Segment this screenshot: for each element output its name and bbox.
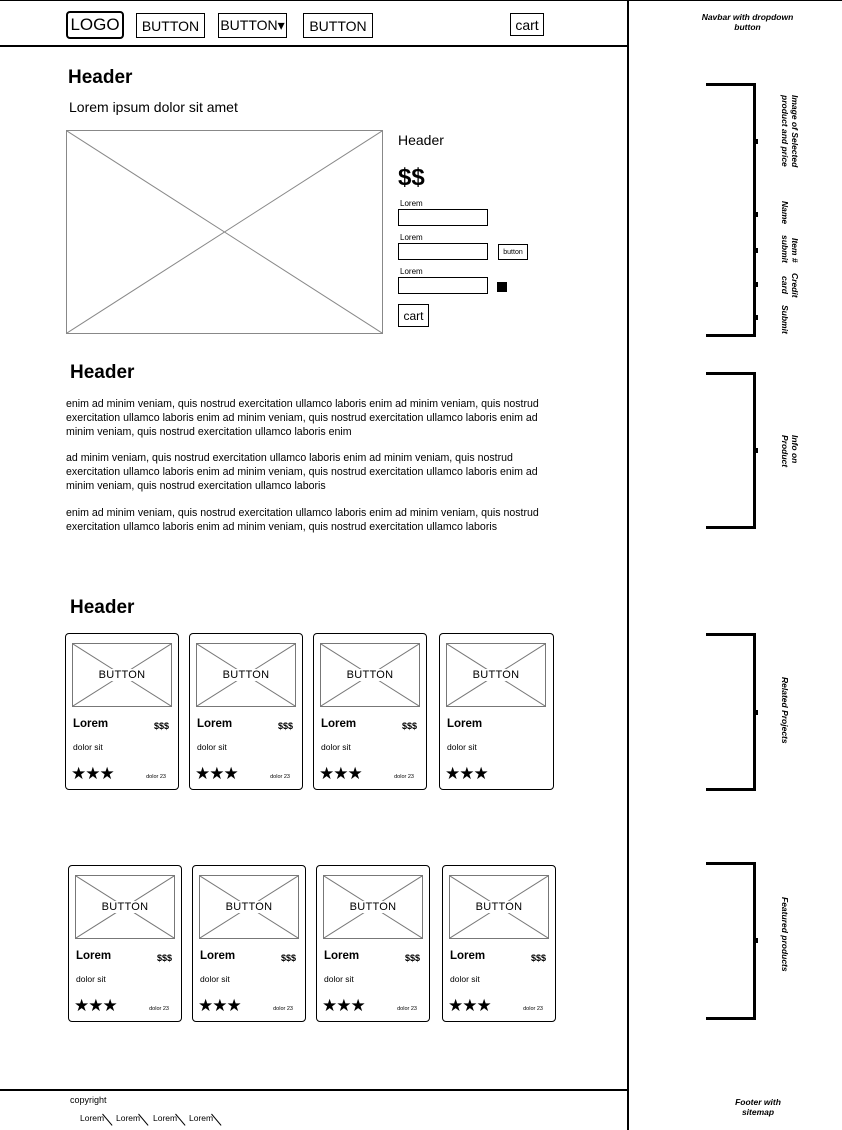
footer-link[interactable]: Lorem	[153, 1113, 178, 1123]
card-button-label	[324, 876, 422, 938]
info-paragraph-2: ad minim veniam, quis nostrud exercitation ullamco laboris enim ad minim veniam, quis nostrud exercitation ullamco laboris enim ad minim veniam, quis nostrud exercitation ullamco laboris enim ad minim veniam, quis nostrud exercitation ullamco laboris	[66, 452, 538, 492]
logo[interactable]: LOGO	[66, 11, 124, 39]
product-image-placeholder	[66, 130, 383, 334]
product-card[interactable]	[439, 633, 554, 790]
card-meta: dolor 23	[273, 1006, 293, 1012]
product-card[interactable]	[65, 633, 179, 790]
card-image-placeholder[interactable]	[72, 643, 172, 707]
card-description: dolor sit	[76, 974, 106, 984]
annotation-featured: Featured products	[780, 897, 790, 972]
footer-link[interactable]: Lorem	[116, 1113, 141, 1123]
nav-button-3[interactable]: BUTTON	[303, 13, 373, 38]
tick-info	[753, 448, 758, 453]
card-image-placeholder[interactable]	[449, 875, 549, 939]
card-title: Lorem	[321, 718, 357, 730]
submit-cart-button[interactable]: cart	[398, 304, 429, 327]
card-button-text: BUTTON	[101, 901, 149, 913]
card-meta: dolor 23	[149, 1006, 169, 1012]
name-field[interactable]	[398, 209, 488, 226]
field-label-item: Lorem	[400, 233, 423, 242]
star-rating-icon: ★★★	[448, 996, 491, 1015]
nav-button-1[interactable]: BUTTON	[136, 13, 205, 38]
footer-top-line	[0, 1089, 628, 1091]
card-button-text: BUTTON	[98, 669, 146, 681]
tick-image	[753, 139, 758, 144]
cart-button[interactable]: cart	[510, 13, 544, 36]
nav-dropdown-button[interactable]: BUTTON▾	[218, 13, 287, 38]
card-button-label	[321, 644, 419, 706]
card-price: $$$	[280, 953, 296, 963]
copyright: copyright	[70, 1095, 107, 1105]
card-title: Lorem	[76, 950, 112, 962]
card-title: Lorem	[197, 718, 233, 730]
card-button-text: BUTTON	[349, 901, 397, 913]
card-checkbox[interactable]	[497, 282, 507, 292]
top-border	[0, 0, 842, 1]
card-button-label	[447, 644, 545, 706]
annotation-name: Name	[780, 201, 790, 225]
star-rating-icon: ★★★	[71, 764, 114, 783]
card-meta: dolor 23	[270, 774, 290, 780]
field-label-name: Lorem	[400, 199, 423, 208]
card-price: $$$	[153, 721, 169, 731]
card-button-label	[76, 876, 174, 938]
annotation-image-text: Image of Selected product and price	[780, 95, 800, 168]
annotation-item: Item #	[790, 238, 800, 263]
bracket-info	[706, 372, 756, 529]
product-card[interactable]	[192, 865, 306, 1022]
tick-featured	[753, 938, 758, 943]
card-meta: dolor 23	[397, 1006, 417, 1012]
tick-name	[753, 212, 758, 217]
card-price: $$$	[404, 953, 420, 963]
card-button-label	[73, 644, 171, 706]
star-rating-icon: ★★★	[198, 996, 241, 1015]
annotation-submit: Submit	[780, 305, 790, 334]
card-image-placeholder[interactable]	[199, 875, 299, 939]
card-button-text: BUTTON	[472, 669, 520, 681]
card-button-label	[197, 644, 295, 706]
footer-link[interactable]: Lorem	[189, 1113, 214, 1123]
annotation-item-submit: submit	[780, 235, 790, 263]
card-image-placeholder[interactable]	[320, 643, 420, 707]
product-card[interactable]	[313, 633, 427, 790]
card-price: $$$	[530, 953, 546, 963]
card-description: dolor sit	[197, 742, 227, 752]
product-card[interactable]	[189, 633, 303, 790]
annotation-card: card	[780, 276, 790, 294]
card-button-label	[200, 876, 298, 938]
annotation-credit: Credit	[790, 273, 800, 298]
tick-submit	[753, 315, 758, 320]
hero-header: Header	[68, 67, 133, 88]
card-price: $$$	[401, 721, 417, 731]
bracket-featured	[706, 862, 756, 1020]
card-button-text: BUTTON	[346, 669, 394, 681]
card-title: Lorem	[447, 718, 483, 730]
card-title: Lorem	[450, 950, 486, 962]
item-submit-button[interactable]: button	[498, 244, 528, 260]
bracket-related	[706, 633, 756, 791]
item-number-field[interactable]	[398, 243, 488, 260]
divider-vertical	[627, 0, 629, 1130]
info-paragraph-3: enim ad minim veniam, quis nostrud exercitation ullamco laboris enim ad minim veniam, quis nostrud exercitation ullamco laboris enim ad minim veniam, quis nostrud exercitation ullamco laboris	[66, 507, 539, 533]
card-button-text: BUTTON	[222, 669, 270, 681]
annotation-info-text: Info on Product	[780, 435, 800, 468]
annotation-info	[780, 435, 800, 471]
product-card[interactable]	[316, 865, 430, 1022]
info-paragraph-1: enim ad minim veniam, quis nostrud exercitation ullamco laboris enim ad minim veniam, quis nostrud exercitation ullamco laboris enim ad minim veniam, quis nostrud exercitation ullamco laboris enim ad minim veniam, quis nostrud exercitation ullamco laboris enim	[66, 398, 539, 438]
navbar-bottom-line	[0, 45, 628, 47]
card-description: dolor sit	[447, 742, 477, 752]
star-rating-icon: ★★★	[319, 764, 362, 783]
credit-card-field[interactable]	[398, 277, 488, 294]
annotation-related: Related Projects	[780, 677, 790, 744]
related-header: Header	[70, 597, 135, 618]
card-title: Lorem	[324, 950, 360, 962]
card-image-placeholder[interactable]	[196, 643, 296, 707]
card-price: $$$	[156, 953, 172, 963]
card-meta: dolor 23	[146, 774, 166, 780]
card-meta: dolor 23	[523, 1006, 543, 1012]
tick-related	[753, 710, 758, 715]
field-label-credit: Lorem	[400, 267, 423, 276]
star-rating-icon: ★★★	[74, 996, 117, 1015]
annotation-navbar: Navbar with dropdown button	[701, 12, 794, 32]
card-description: dolor sit	[200, 974, 230, 984]
card-meta: dolor 23	[394, 774, 414, 780]
card-button-text: BUTTON	[225, 901, 273, 913]
card-description: dolor sit	[324, 974, 354, 984]
product-header: Header	[398, 132, 444, 148]
card-price: $$$	[277, 721, 293, 731]
card-image-placeholder[interactable]	[446, 643, 546, 707]
product-card[interactable]	[68, 865, 182, 1022]
card-image-placeholder[interactable]	[323, 875, 423, 939]
product-price: $$	[398, 164, 425, 191]
annotation-footer: Footer with sitemap	[735, 1097, 781, 1117]
hero-subtitle: Lorem ipsum dolor sit amet	[69, 99, 238, 115]
star-rating-icon: ★★★	[322, 996, 365, 1015]
footer-link[interactable]: Lorem	[80, 1113, 105, 1123]
card-description: dolor sit	[450, 974, 480, 984]
product-card[interactable]	[442, 865, 556, 1022]
card-description: dolor sit	[73, 742, 103, 752]
tick-credit	[753, 282, 758, 287]
card-description: dolor sit	[321, 742, 351, 752]
card-button-label	[450, 876, 548, 938]
star-rating-icon: ★★★	[195, 764, 238, 783]
tick-item	[753, 248, 758, 253]
bracket-hero	[706, 83, 756, 337]
info-header: Header	[70, 362, 135, 383]
card-title: Lorem	[200, 950, 236, 962]
card-button-text: BUTTON	[475, 901, 523, 913]
star-rating-icon: ★★★	[445, 764, 488, 783]
annotation-image	[780, 95, 800, 173]
card-title: Lorem	[73, 718, 109, 730]
card-image-placeholder[interactable]	[75, 875, 175, 939]
